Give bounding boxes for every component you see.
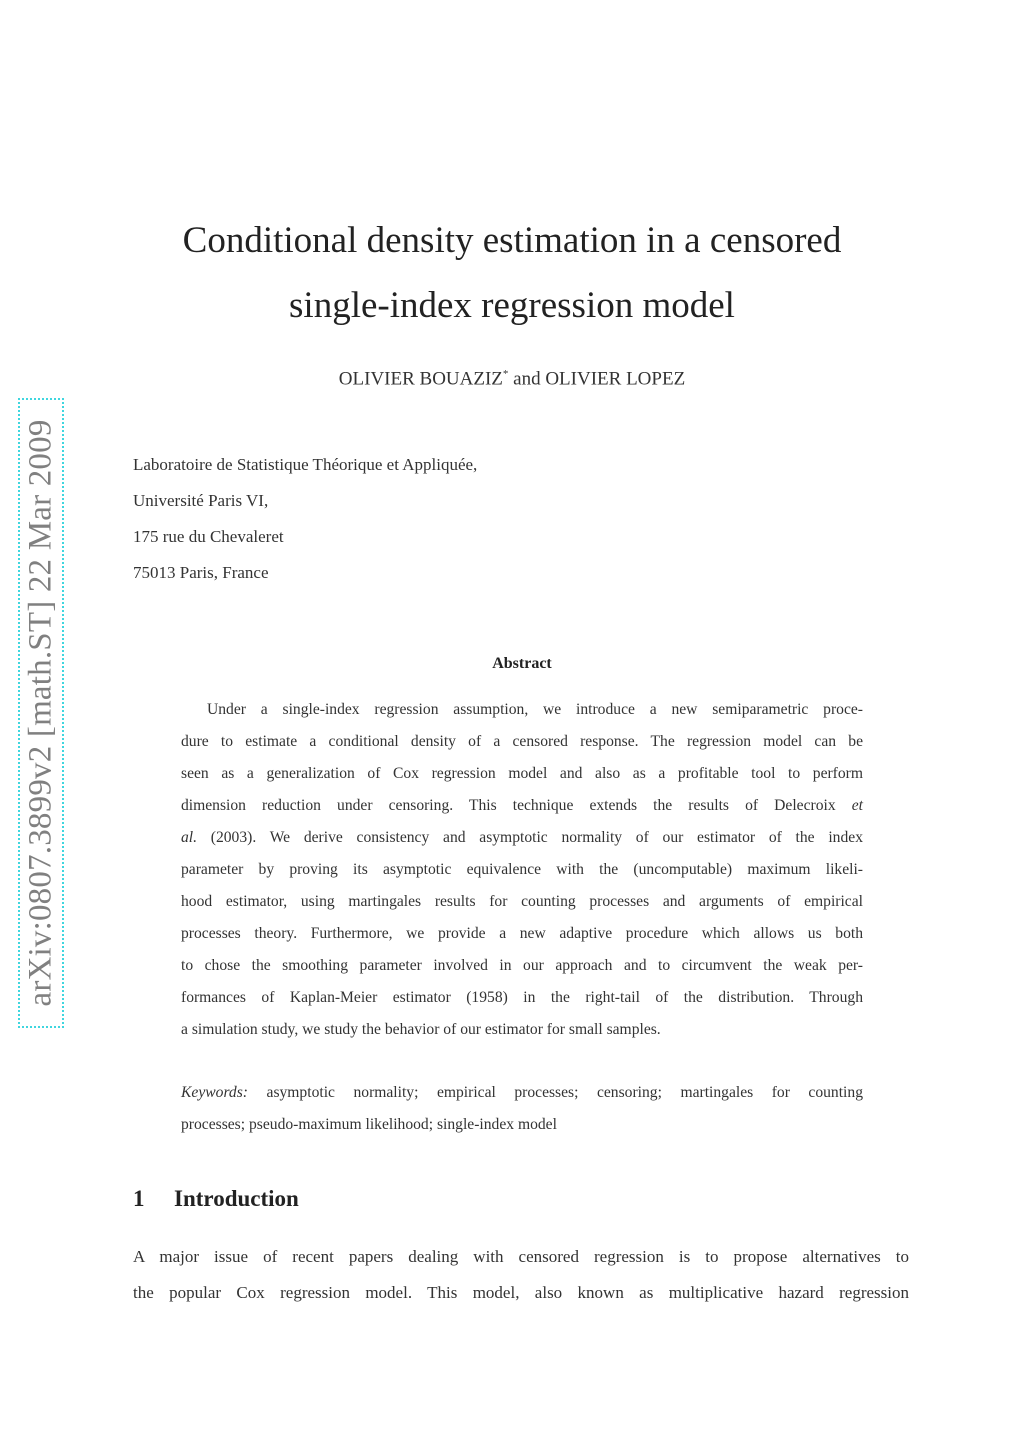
abstract-line: a simulation study, we study the behavior of our estimator for small samples.	[181, 1021, 661, 1038]
affiliation-line-1: Laboratoire de Statistique Théorique et Appliquée,	[133, 455, 478, 474]
abstract-line-text: (2003). We derive consistency and asymptotic normality of our estimator of the index	[197, 829, 863, 846]
keywords-label: Keywords:	[181, 1084, 248, 1101]
abstract-line	[181, 796, 863, 816]
abstract-heading: Abstract	[492, 655, 552, 672]
affiliation-line-4: 75013 Paris, France	[133, 563, 269, 582]
paper-title-line-2: single-index regression model	[289, 285, 735, 326]
abstract-line: parameter by proving its asymptotic equivalence with the (uncomputable) maximum likeli-	[181, 861, 863, 878]
section-number: 1	[133, 1186, 145, 1211]
author-footnote-mark[interactable]: *	[502, 368, 509, 380]
abstract-line	[181, 828, 863, 848]
abstract-line: Under a single-index regression assumption, we introduce a new semiparametric proce-	[207, 701, 863, 718]
abstract-line: processes theory. Furthermore, we provide a new adaptive procedure which allows us both	[181, 925, 863, 942]
abstract-line: to chose the smoothing parameter involved in our approach and to circumvent the weak per-	[181, 957, 863, 974]
author-first: OLIVIER BOUAZIZ	[338, 368, 503, 390]
abstract-line: seen as a generalization of Cox regression model and also as a profitable tool to perform	[181, 765, 863, 782]
section-heading-introduction	[133, 1186, 299, 1212]
abstract-line-text: dimension reduction under censoring. This technique extends the results of Delecroix	[181, 797, 836, 814]
body-line: A major issue of recent papers dealing with censored regression is to propose alternatives to	[133, 1247, 909, 1266]
abstract-line: hood estimator, using martingales results for counting processes and arguments of empirical	[181, 893, 863, 910]
keywords-line-1	[181, 1083, 863, 1103]
abstract-line: dure to estimate a conditional density of a censored response. The regression model can be	[181, 733, 863, 750]
section-title: Introduction	[174, 1186, 299, 1211]
affiliation-line-3: 175 rue du Chevaleret	[133, 527, 284, 546]
abstract-line: formances of Kaplan-Meier estimator (1958) in the right-tail of the distribution. Through	[181, 989, 863, 1006]
abstract-italic-al: al.	[181, 829, 198, 846]
paper-authors	[0, 368, 1024, 390]
affiliation-line-2: Université Paris VI,	[133, 491, 269, 510]
arxiv-identifier: arXiv:0807.3899v2 [math.ST] 22 Mar 2009	[22, 419, 59, 1007]
keywords-line-2: processes; pseudo-maximum likelihood; single-index model	[181, 1116, 557, 1133]
paper-title-line-1: Conditional density estimation in a censored	[182, 220, 842, 261]
abstract-italic-et: et	[851, 797, 863, 814]
body-line: the popular Cox regression model. This model, also known as multiplicative hazard regression	[133, 1283, 909, 1302]
author-rest: and OLIVIER LOPEZ	[508, 368, 686, 390]
keywords-text: asymptotic normality; empirical processes; censoring; martingales for counting	[248, 1084, 863, 1101]
